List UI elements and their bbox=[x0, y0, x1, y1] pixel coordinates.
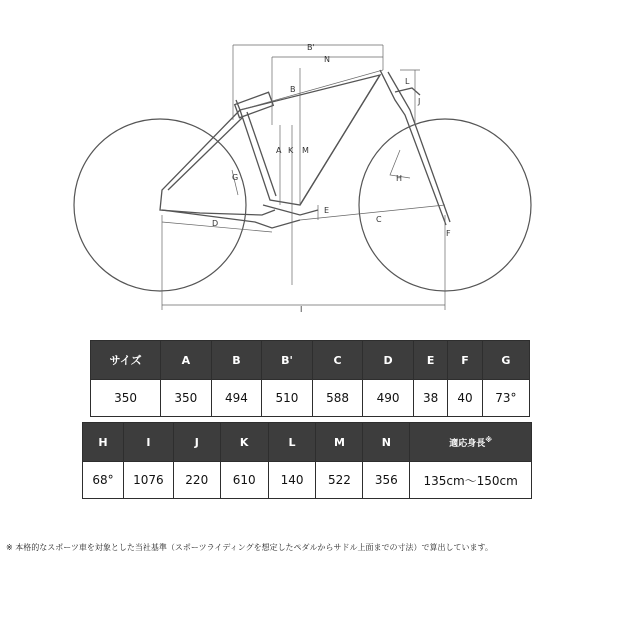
dim-label-c: C bbox=[376, 215, 382, 224]
fitting-height-header bbox=[410, 423, 532, 462]
table-header-cell: H bbox=[83, 423, 124, 462]
table-row bbox=[91, 380, 530, 417]
table-header-cell: B bbox=[211, 341, 262, 380]
table-cell: 40 bbox=[448, 380, 482, 417]
table-header-cell: G bbox=[482, 341, 529, 380]
table-header-cell: N bbox=[363, 423, 410, 462]
dim-label-h: H bbox=[396, 174, 403, 183]
table-cell: 494 bbox=[211, 380, 262, 417]
table-header-cell: L bbox=[268, 423, 316, 462]
table-cell: 490 bbox=[363, 380, 414, 417]
footnote: ※ 本格的なスポーツ車を対象とした当社基準（スポーツライディングを想定したペダルからサドル上面までの寸法）で算出しています。 bbox=[6, 543, 493, 552]
table-cell: 73° bbox=[482, 380, 529, 417]
fitting-height-label: 適応身長 bbox=[449, 438, 486, 449]
table-header-cell: M bbox=[316, 423, 363, 462]
dim-label-d: D bbox=[212, 219, 219, 228]
note-mark: ※ bbox=[485, 435, 493, 444]
table-header-cell: F bbox=[448, 341, 482, 380]
table-header-cell: B' bbox=[262, 341, 313, 380]
table-cell: 1076 bbox=[123, 462, 173, 499]
dimension-lines bbox=[162, 45, 445, 310]
table-cell: 135cm～150cm bbox=[410, 462, 532, 499]
dim-label-e: E bbox=[324, 206, 330, 215]
dim-label-g: G bbox=[232, 173, 239, 182]
table-header-cell: C bbox=[312, 341, 363, 380]
table-cell: 68° bbox=[83, 462, 124, 499]
table-header-cell: A bbox=[161, 341, 212, 380]
dim-label-k: K bbox=[288, 146, 294, 155]
table-cell: 510 bbox=[262, 380, 313, 417]
dim-label-m: M bbox=[302, 146, 309, 155]
dim-label-b-prime: B' bbox=[307, 43, 315, 52]
table-cell: 610 bbox=[220, 462, 268, 499]
dim-label-f: F bbox=[446, 229, 451, 238]
table-cell: 38 bbox=[413, 380, 447, 417]
table-row bbox=[83, 462, 532, 499]
table-cell: 588 bbox=[312, 380, 363, 417]
table-header-cell: I bbox=[123, 423, 173, 462]
table-header-cell: D bbox=[363, 341, 414, 380]
table-cell: 350 bbox=[161, 380, 212, 417]
table-header-row bbox=[91, 341, 530, 380]
dim-label-j: J bbox=[418, 97, 421, 106]
dim-label-b: B bbox=[290, 85, 296, 94]
geometry-table-2 bbox=[82, 422, 532, 499]
table-header-row bbox=[83, 423, 532, 462]
table-cell: 350 bbox=[91, 380, 161, 417]
table-cell: 220 bbox=[173, 462, 220, 499]
geometry-table-1 bbox=[90, 340, 530, 417]
dim-label-i: I bbox=[300, 305, 303, 314]
dim-label-l: L bbox=[405, 77, 410, 86]
table-header-cell: サイズ bbox=[91, 341, 161, 380]
table-header-cell: K bbox=[220, 423, 268, 462]
table-cell: 522 bbox=[316, 462, 363, 499]
table-header-cell: J bbox=[173, 423, 220, 462]
dim-label-n: N bbox=[324, 55, 330, 64]
table-cell: 356 bbox=[363, 462, 410, 499]
table-cell: 140 bbox=[268, 462, 316, 499]
table-header-cell: E bbox=[413, 341, 447, 380]
dim-label-a: A bbox=[276, 146, 282, 155]
